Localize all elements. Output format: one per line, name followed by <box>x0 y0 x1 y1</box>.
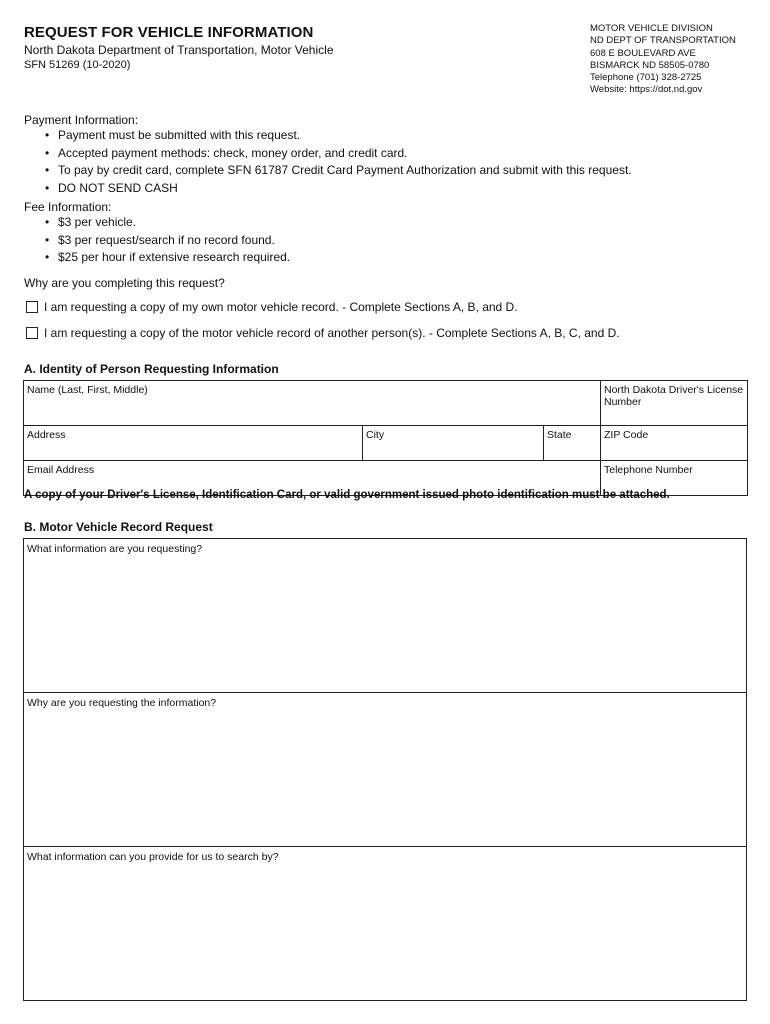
bullet-icon: • <box>45 232 50 247</box>
agency-line: MOTOR VEHICLE DIVISION <box>590 23 713 34</box>
agency-line: 608 E BOULEVARD AVE <box>590 47 696 59</box>
bullet-icon: • <box>45 250 50 264</box>
city-label: City <box>366 429 385 441</box>
address-input[interactable] <box>27 441 359 455</box>
agency-website: Website: https://dot.nd.gov <box>590 84 703 96</box>
form-title: REQUEST FOR VEHICLE INFORMATION <box>24 24 314 41</box>
form-subtitle: North Dakota Department of Transportation, Motor Vehicle <box>24 43 334 57</box>
fee-list <box>0 214 290 267</box>
bullet-icon: • <box>45 180 50 195</box>
option-other-record[interactable] <box>26 326 620 340</box>
city-cell[interactable] <box>363 426 544 461</box>
requested-info-input[interactable] <box>27 555 747 679</box>
payment-heading: Payment Information: <box>24 113 139 127</box>
list-item: • Accepted payment methods: check, money order, and credit card. <box>45 145 632 163</box>
zip-label: ZIP Code <box>604 429 649 441</box>
requested-info-label: What information are you requesting? <box>27 543 203 555</box>
bullet-icon: • <box>45 145 50 160</box>
requested-info-box[interactable] <box>23 538 747 693</box>
reason-question: Why are you completing this request? <box>24 276 225 290</box>
bullet-icon: • <box>45 163 50 177</box>
bullet-icon: • <box>45 215 50 229</box>
request-reason-label: Why are you requesting the information? <box>27 697 217 709</box>
bullet-icon: • <box>45 128 50 142</box>
state-input[interactable] <box>547 441 597 455</box>
list-item: • $3 per vehicle. <box>45 214 290 232</box>
license-cell[interactable] <box>601 381 748 426</box>
checkbox-own-record[interactable] <box>26 301 38 313</box>
agency-address-block <box>590 23 736 97</box>
list-item: • To pay by credit card, complete SFN 61787 Credit Card Payment Authorization and submit with this request. <box>45 162 632 180</box>
section-a-title: A. Identity of Person Requesting Information <box>24 362 279 376</box>
address-label: Address <box>27 429 66 441</box>
id-attachment-note: A copy of your Driver's License, Identification Card, or valid government issued photo identification must be attached. <box>24 489 670 501</box>
list-item: • DO NOT SEND CASH <box>45 180 632 198</box>
phone-input[interactable] <box>604 476 744 490</box>
request-reason-input[interactable] <box>27 709 747 833</box>
list-item: • $25 per hour if extensive research required. <box>45 249 290 267</box>
license-input[interactable] <box>604 408 744 422</box>
email-input[interactable] <box>27 476 597 490</box>
name-cell[interactable] <box>24 381 601 426</box>
section-b-title: B. Motor Vehicle Record Request <box>24 520 213 534</box>
search-criteria-box[interactable] <box>23 846 747 1001</box>
email-label: Email Address <box>27 464 95 476</box>
payment-list <box>0 127 632 197</box>
option-own-record[interactable] <box>26 300 518 314</box>
search-criteria-label: What information can you provide for us to search by? <box>27 851 279 863</box>
agency-line: BISMARCK ND 58505-0780 <box>590 59 710 71</box>
license-label: North Dakota Driver's License Number <box>604 384 744 408</box>
form-number: SFN 51269 (10-2020) <box>24 59 131 71</box>
phone-label: Telephone Number <box>604 464 693 476</box>
name-input[interactable] <box>27 396 597 410</box>
checkbox-other-record[interactable] <box>26 327 38 339</box>
list-item: • $3 per request/search if no record found. <box>45 232 290 250</box>
zip-input[interactable] <box>604 441 744 455</box>
option-own-record-label: I am requesting a copy of my own motor vehicle record. - Complete Sections A, B, and D. <box>44 300 518 314</box>
zip-cell[interactable] <box>601 426 748 461</box>
address-cell[interactable] <box>24 426 363 461</box>
request-reason-box[interactable] <box>23 692 747 847</box>
name-label: Name (Last, First, Middle) <box>27 384 148 396</box>
list-item: • Payment must be submitted with this request. <box>45 127 632 145</box>
agency-phone: Telephone (701) 328-2725 <box>590 72 702 84</box>
state-label: State <box>547 429 572 441</box>
identity-table <box>23 380 748 496</box>
agency-line: ND DEPT OF TRANSPORTATION <box>590 35 736 47</box>
option-other-record-label: I am requesting a copy of the motor vehicle record of another person(s). - Complete Sections A, B, C, and D. <box>44 326 620 340</box>
city-input[interactable] <box>366 441 540 455</box>
fee-heading: Fee Information: <box>24 200 112 214</box>
state-cell[interactable] <box>544 426 601 461</box>
search-criteria-input[interactable] <box>27 863 747 987</box>
